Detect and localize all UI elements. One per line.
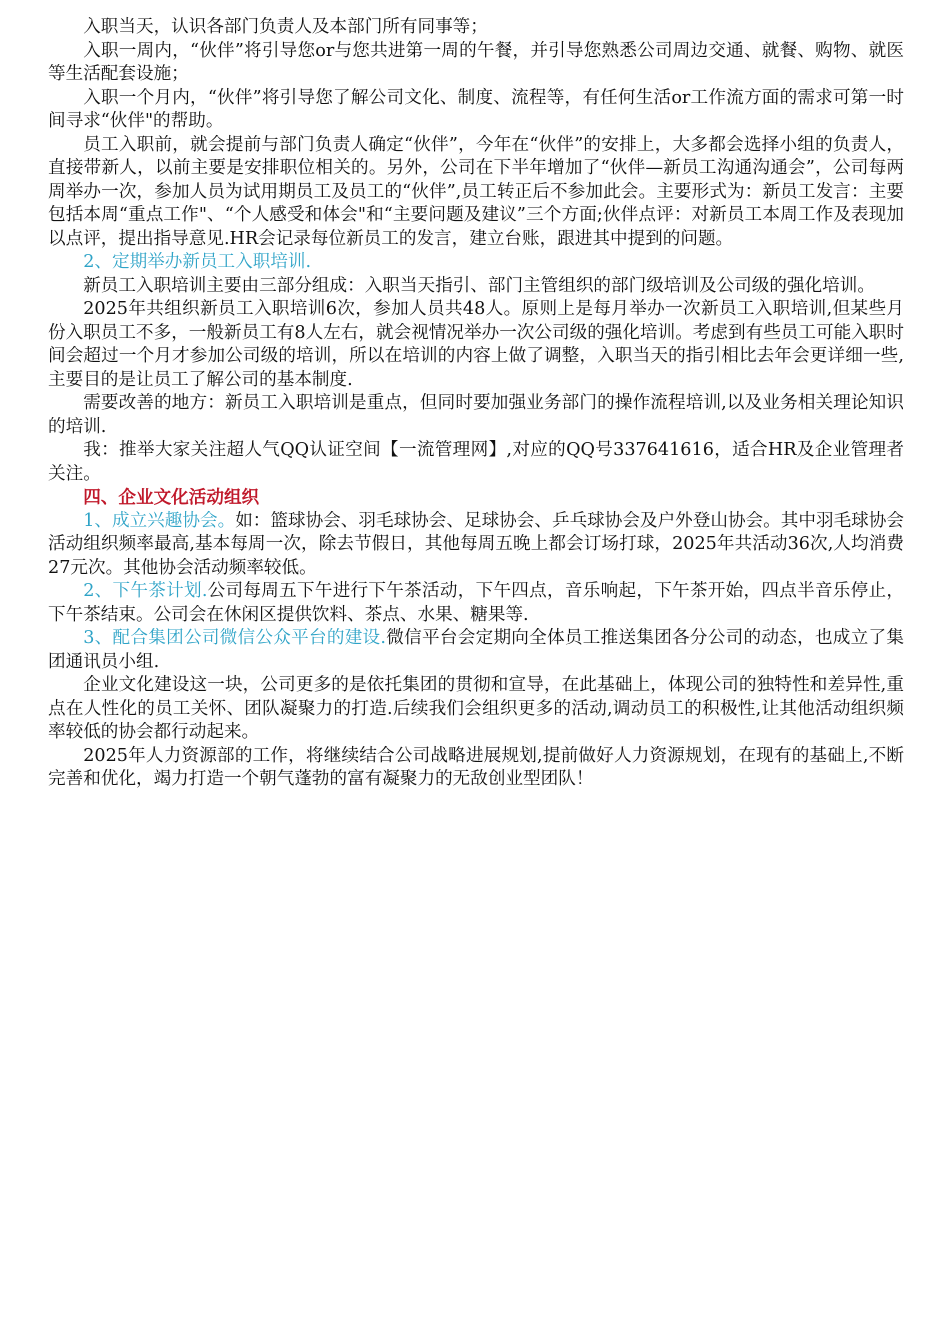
paragraph-recommendation: 我：推举大家关注超人气QQ认证空间【一流管理网】,对应的QQ号337641616，适合HR及企业管理者关注。 (48, 440, 904, 484)
paragraph-training-stats: 2025年共组织新员工入职培训6次，参加人员共48人。原则上是每月举办一次新员工入职培训,但某些月份入职员工不多，一般新员工有8人左右，就会视情况举办一次公司级的强化培训。考虑到有些员工可能入职时间会超过一个月才参加公司级的培训，所以在培训的内容上做了调整，入职当天的指引相比去年会更详细一些,主要目的是让员工了解公司的基本制度. (48, 299, 904, 390)
text-afternoon-tea: 公司每周五下午进行下午茶活动，下午四点，音乐响起，下午茶开始，四点半音乐停止，下午茶结束。公司会在休闲区提供饮料、茶点、水果、糖果等. (48, 581, 904, 625)
label-afternoon-tea: 2、下午茶计划. (83, 581, 208, 601)
paragraph-first-day: 入职当天，认识各部门负责人及本部门所有同事等； (83, 17, 488, 37)
paragraph-improvements: 需要改善的地方：新员工入职培训是重点，但同时要加强业务部门的操作流程培训,以及业务相关理论知识的培训. (48, 393, 904, 437)
label-wechat-platform: 3、配合集团公司微信公众平台的建设. (83, 628, 387, 648)
paragraph-buddy-program: 员工入职前，就会提前与部门负责人确定“伙伴”，今年在“伙伴”的安排上，大多都会选择小组的负责人，直接带新人，以前主要是安排职位相关的。另外，公司在下半年增加了“伙伴—新员工沟通沟通会”，公司每两周举办一次，参加人员为试用期员工及员工的“伙伴”,员工转正后不参加此会。主要形式为：新员工发言：主要包括本周“重点工作"、“个人感受和体会"和“主要问题及建议”三个方面;伙伴点评：对新员工本周工作及表现加以点评，提出指导意见.HR会记录每位新员工的发言，建立台账，跟进其中提到的问题。 (48, 134, 904, 249)
text-interest-clubs: 如：篮球协会、羽毛球协会、足球协会、乒乓球协会及户外登山协会。其中羽毛球协会活动组织频率最高,基本每周一次，除去节假日，其他每周五晚上都会订场打球，2025年共活动36次,人均消费27元次。其他协会活动频率较低。 (48, 510, 904, 578)
paragraph-training-structure: 新员工入职培训主要由三部分组成：入职当天指引、部门主管组织的部门级培训及公司级的强化培训。 (83, 275, 875, 296)
section-heading-culture-activities: 四、企业文化活动组织 (83, 487, 260, 508)
paragraph-interest-clubs (48, 510, 904, 581)
text-wechat-platform: 微信平台会定期向全体员工推送集团各分公司的动态，也成立了集团通讯员小组. (48, 628, 904, 672)
section-heading-onboarding-training: 2、定期举办新员工入职培训. (83, 252, 312, 272)
paragraph-culture-building: 企业文化建设这一块，公司更多的是依托集团的贯彻和宣导，在此基础上，体现公司的独特性和差异性,重点在人性化的员工关怀、团队凝聚力的打造.后续我们会组织更多的活动,调动员工的积极性,让其他活动组织频率较低的协会都行动起来。 (48, 675, 904, 742)
paragraph-wechat-platform (48, 627, 904, 674)
paragraph-afternoon-tea (48, 580, 904, 627)
paragraph-closing: 2025年人力资源部的工作，将继续结合公司战略进展规划,提前做好人力资源规划，在现有的基础上,不断完善和优化，竭力打造一个朝气蓬勃的富有凝聚力的无敌创业型团队！ (48, 745, 904, 789)
paragraph-first-month: 入职一个月内，“伙伴”将引导您了解公司文化、制度、流程等，有任何生活or工作流方面的需求可第一时间寻求“伙伴"的帮助。 (48, 87, 904, 131)
paragraph-first-week: 入职一周内，“伙伴”将引导您or与您共进第一周的午餐，并引导您熟悉公司周边交通、就餐、购物、就医等生活配套设施； (48, 40, 904, 84)
label-interest-clubs: 1、成立兴趣协会。 (83, 510, 236, 531)
document-page (48, 16, 904, 792)
